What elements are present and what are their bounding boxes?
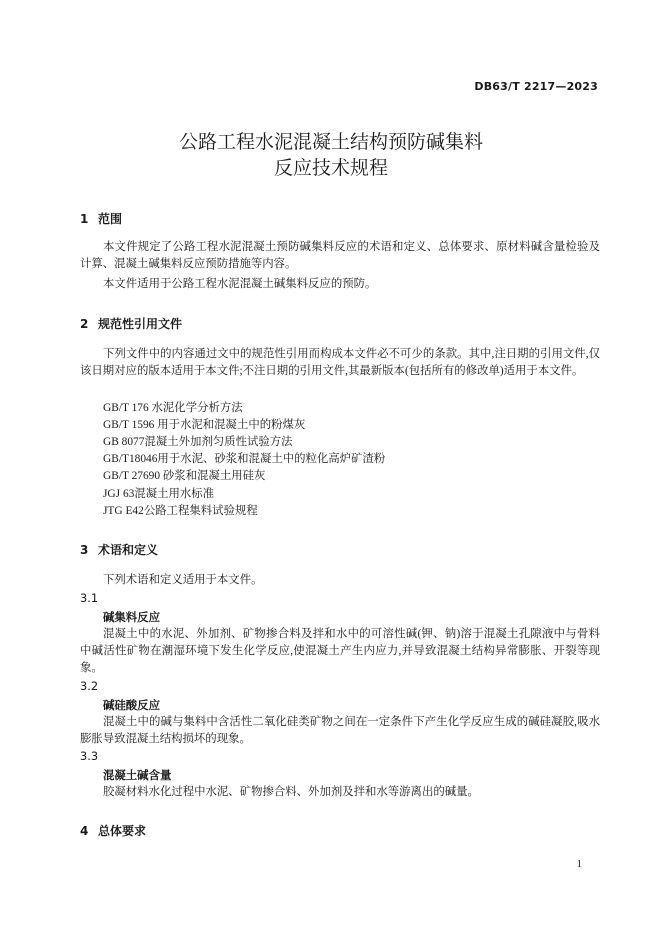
section-2-heading bbox=[80, 315, 182, 332]
document-title-line-1: 公路工程水泥混凝土结构预防碱集料 bbox=[178, 131, 483, 153]
term-definition: 混凝土中的碱与集料中含活性二氧化硅类矿物之间在一定条件下产生化学反应生成的碱硅凝胶,吸水膨胀导致混凝土结构损坏的现象。 bbox=[80, 716, 600, 745]
section-title: 总体要求 bbox=[98, 824, 147, 838]
reference-item: GB/T18046用于水泥、砂浆和混凝土中的粒化高炉矿渣粉 bbox=[103, 453, 386, 465]
scope-paragraph-1: 本文件规定了公路工程水泥混凝土预防碱集料反应的术语和定义、总体要求、原材料碱含量检验及计算、混凝土碱集料反应预防措施等内容。 bbox=[80, 241, 600, 270]
clause-number: 3.3 bbox=[80, 749, 99, 763]
page-number: 1 bbox=[576, 858, 582, 870]
section-3-heading bbox=[80, 541, 158, 558]
reference-item: GB/T 27690 砂浆和混凝土用硅灰 bbox=[103, 470, 266, 482]
term-name: 碱集料反应 bbox=[103, 610, 160, 624]
document-number: DB63/T 2217—2023 bbox=[474, 80, 598, 93]
term-name: 碱硅酸反应 bbox=[103, 698, 160, 712]
reference-item: JTG E42公路工程集料试验规程 bbox=[103, 505, 258, 517]
section-1-heading bbox=[80, 210, 122, 227]
reference-item: GB/T 1596 用于水泥和混凝土中的粉煤灰 bbox=[103, 419, 306, 431]
term-name: 混凝土碱含量 bbox=[103, 768, 172, 782]
section-number: 4 bbox=[80, 824, 89, 838]
section-number: 3 bbox=[80, 543, 89, 557]
reference-item: GB 8077混凝土外加剂匀质性试验方法 bbox=[103, 436, 293, 448]
term-definition: 胶凝材料水化过程中水泥、矿物掺合料、外加剂及拌和水等游离出的碱量。 bbox=[103, 786, 479, 798]
terms-intro: 下列术语和定义适用于本文件。 bbox=[103, 574, 263, 586]
normative-references-intro: 下列文件中的内容通过文中的规范性引用而构成本文件必不可少的条款。其中,注日期的引用文件,仅该日期对应的版本适用于本文件;不注日期的引用文件,其最新版本(包括所有的修改单)适用于本文件。 bbox=[80, 348, 600, 377]
reference-item: JGJ 63混凝土用水标准 bbox=[103, 488, 215, 500]
clause-number: 3.1 bbox=[80, 591, 99, 605]
section-4-heading bbox=[80, 822, 146, 839]
section-number: 2 bbox=[80, 317, 89, 331]
section-title: 范围 bbox=[98, 212, 123, 226]
section-title: 规范性引用文件 bbox=[98, 317, 183, 331]
reference-item: GB/T 176 水泥化学分析方法 bbox=[103, 402, 243, 414]
term-definition: 混凝土中的水泥、外加剂、矿物掺合料及拌和水中的可溶性碱(钾、钠)溶于混凝土孔隙液中与骨料中碱活性矿物在潮湿环境下发生化学反应,使混凝土产生内应力,并导致混凝土结构异常膨胀、开裂等现象。 bbox=[80, 628, 600, 674]
section-title: 术语和定义 bbox=[98, 543, 159, 557]
scope-paragraph-2: 本文件适用于公路工程水泥混凝土碱集料反应的预防。 bbox=[103, 278, 377, 290]
section-number: 1 bbox=[80, 212, 89, 226]
clause-number: 3.2 bbox=[80, 679, 99, 693]
document-title-line-2: 反应技术规程 bbox=[273, 157, 388, 179]
